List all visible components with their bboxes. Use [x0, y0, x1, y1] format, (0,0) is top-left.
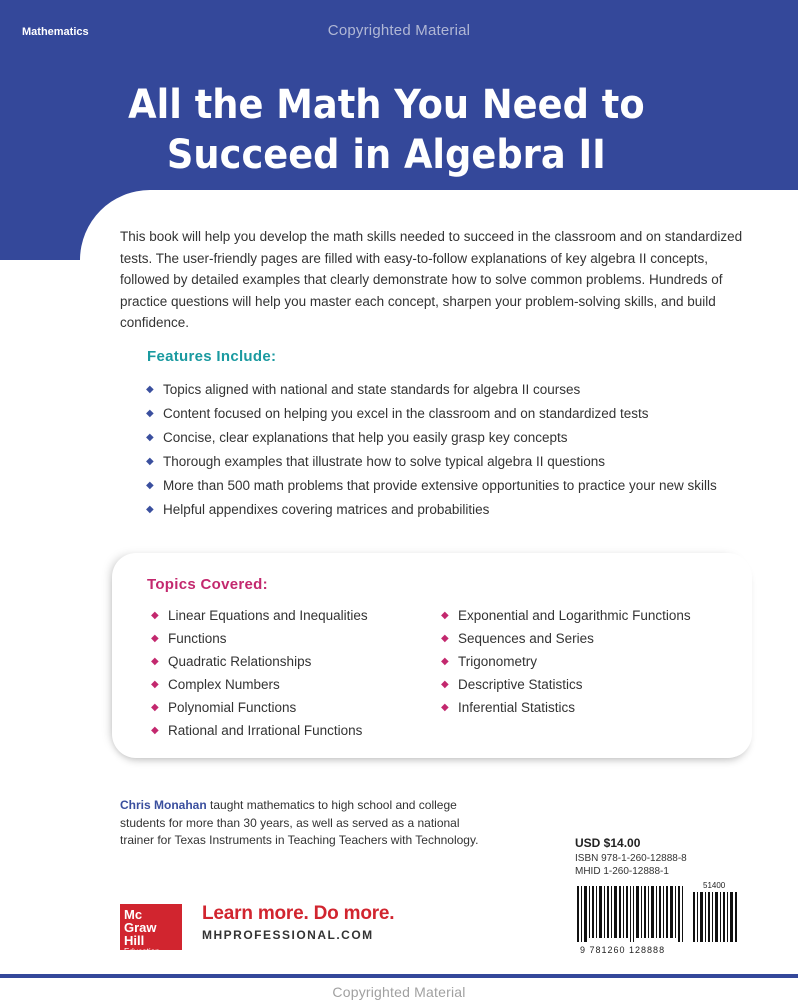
publisher-logo [120, 904, 182, 956]
publisher-website: MHPROFESSIONAL.COM [202, 928, 374, 942]
diamond-bullet-icon: ◆ [441, 679, 449, 690]
diamond-bullet-icon: ◆ [151, 633, 159, 644]
book-title [0, 80, 773, 180]
diamond-bullet-icon: ◆ [441, 633, 449, 644]
list-item: ◆ Trigonometry [440, 650, 720, 673]
diamond-bullet-icon: ◆ [151, 610, 159, 621]
publisher-slogan: Learn more. Do more. [202, 903, 395, 924]
logo-text: Graw [124, 920, 157, 935]
intro-paragraph: This book will help you develop the math skills needed to succeed in the classroom and on standardized tests. The user-friendly pages are filled with easy-to-follow explanations of key algebra II concepts, followed by detailed examples that clearly demonstrate how to solve common problems. Hundreds of practice questions will help you master each concept, sharpen your problem-solving skills, and build confidence. [120, 229, 743, 330]
list-item: ◆ Content focused on helping you excel in the classroom and on standardized tests [145, 402, 785, 426]
isbn-number: ISBN 978-1-260-12888-8 [575, 853, 687, 864]
barcode-digits: 9 781260 128888 [580, 945, 666, 955]
diamond-bullet-icon: ◆ [146, 456, 154, 467]
diamond-bullet-icon: ◆ [151, 702, 159, 713]
author-name: Chris Monahan [120, 798, 207, 812]
list-item: ◆ Exponential and Logarithmic Functions [440, 604, 720, 627]
price-code: 51400 [703, 881, 726, 890]
diamond-bullet-icon: ◆ [151, 656, 159, 667]
list-item: ◆ Topics aligned with national and state standards for algebra II courses [145, 378, 785, 402]
price-label: USD $14.00 [575, 836, 641, 850]
author-bio [120, 797, 480, 850]
topics-heading: Topics Covered: [147, 576, 268, 593]
isbn-block [575, 852, 687, 878]
title-line-2: Succeed in Algebra II [166, 132, 606, 178]
logo-text: Hill [124, 933, 145, 948]
list-item: ◆ Inferential Statistics [440, 696, 720, 719]
list-item: ◆ Rational and Irrational Functions [150, 719, 430, 742]
mhid-number: MHID 1-260-12888-1 [575, 866, 669, 877]
watermark-top: Copyrighted Material [327, 22, 471, 39]
diamond-bullet-icon: ◆ [146, 480, 154, 491]
list-item: ◆ Thorough examples that illustrate how to solve typical algebra II questions [145, 450, 785, 474]
watermark-bottom: Copyrighted Material [332, 984, 466, 1000]
list-item: ◆ Linear Equations and Inequalities [150, 604, 430, 627]
topics-list-left [150, 604, 430, 742]
logo-text: Education [124, 947, 160, 956]
list-item: ◆ More than 500 math problems that provide extensive opportunities to practice your new skills [145, 474, 785, 498]
diamond-bullet-icon: ◆ [151, 725, 159, 736]
list-item: ◆ Quadratic Relationships [150, 650, 430, 673]
barcode-image [575, 878, 740, 942]
list-item: ◆ Sequences and Series [440, 627, 720, 650]
topics-list-right [440, 604, 720, 719]
list-item: ◆ Concise, clear explanations that help you easily grasp key concepts [145, 426, 785, 450]
diamond-bullet-icon: ◆ [441, 610, 449, 621]
features-list [145, 378, 785, 522]
diamond-bullet-icon: ◆ [146, 504, 154, 515]
diamond-bullet-icon: ◆ [151, 679, 159, 690]
category-label: Mathematics [22, 26, 89, 38]
diamond-bullet-icon: ◆ [441, 656, 449, 667]
diamond-bullet-icon: ◆ [146, 432, 154, 443]
diamond-bullet-icon: ◆ [441, 702, 449, 713]
features-heading: Features Include: [147, 348, 277, 365]
logo-text: Mc [124, 907, 143, 922]
list-item: ◆ Complex Numbers [150, 673, 430, 696]
list-item: ◆ Functions [150, 627, 430, 650]
diamond-bullet-icon: ◆ [146, 408, 154, 419]
list-item: ◆ Helpful appendixes covering matrices and probabilities [145, 498, 785, 522]
list-item: ◆ Polynomial Functions [150, 696, 430, 719]
diamond-bullet-icon: ◆ [146, 384, 154, 395]
bottom-rule [0, 974, 798, 978]
title-line-1: All the Math You Need to [128, 82, 645, 128]
list-item: ◆ Descriptive Statistics [440, 673, 720, 696]
author-bio-text: taught mathematics to high school and college students for more than 30 years, as well as served as a national trainer for Texas Instruments in Teaching Teachers with Technology. [120, 798, 479, 847]
